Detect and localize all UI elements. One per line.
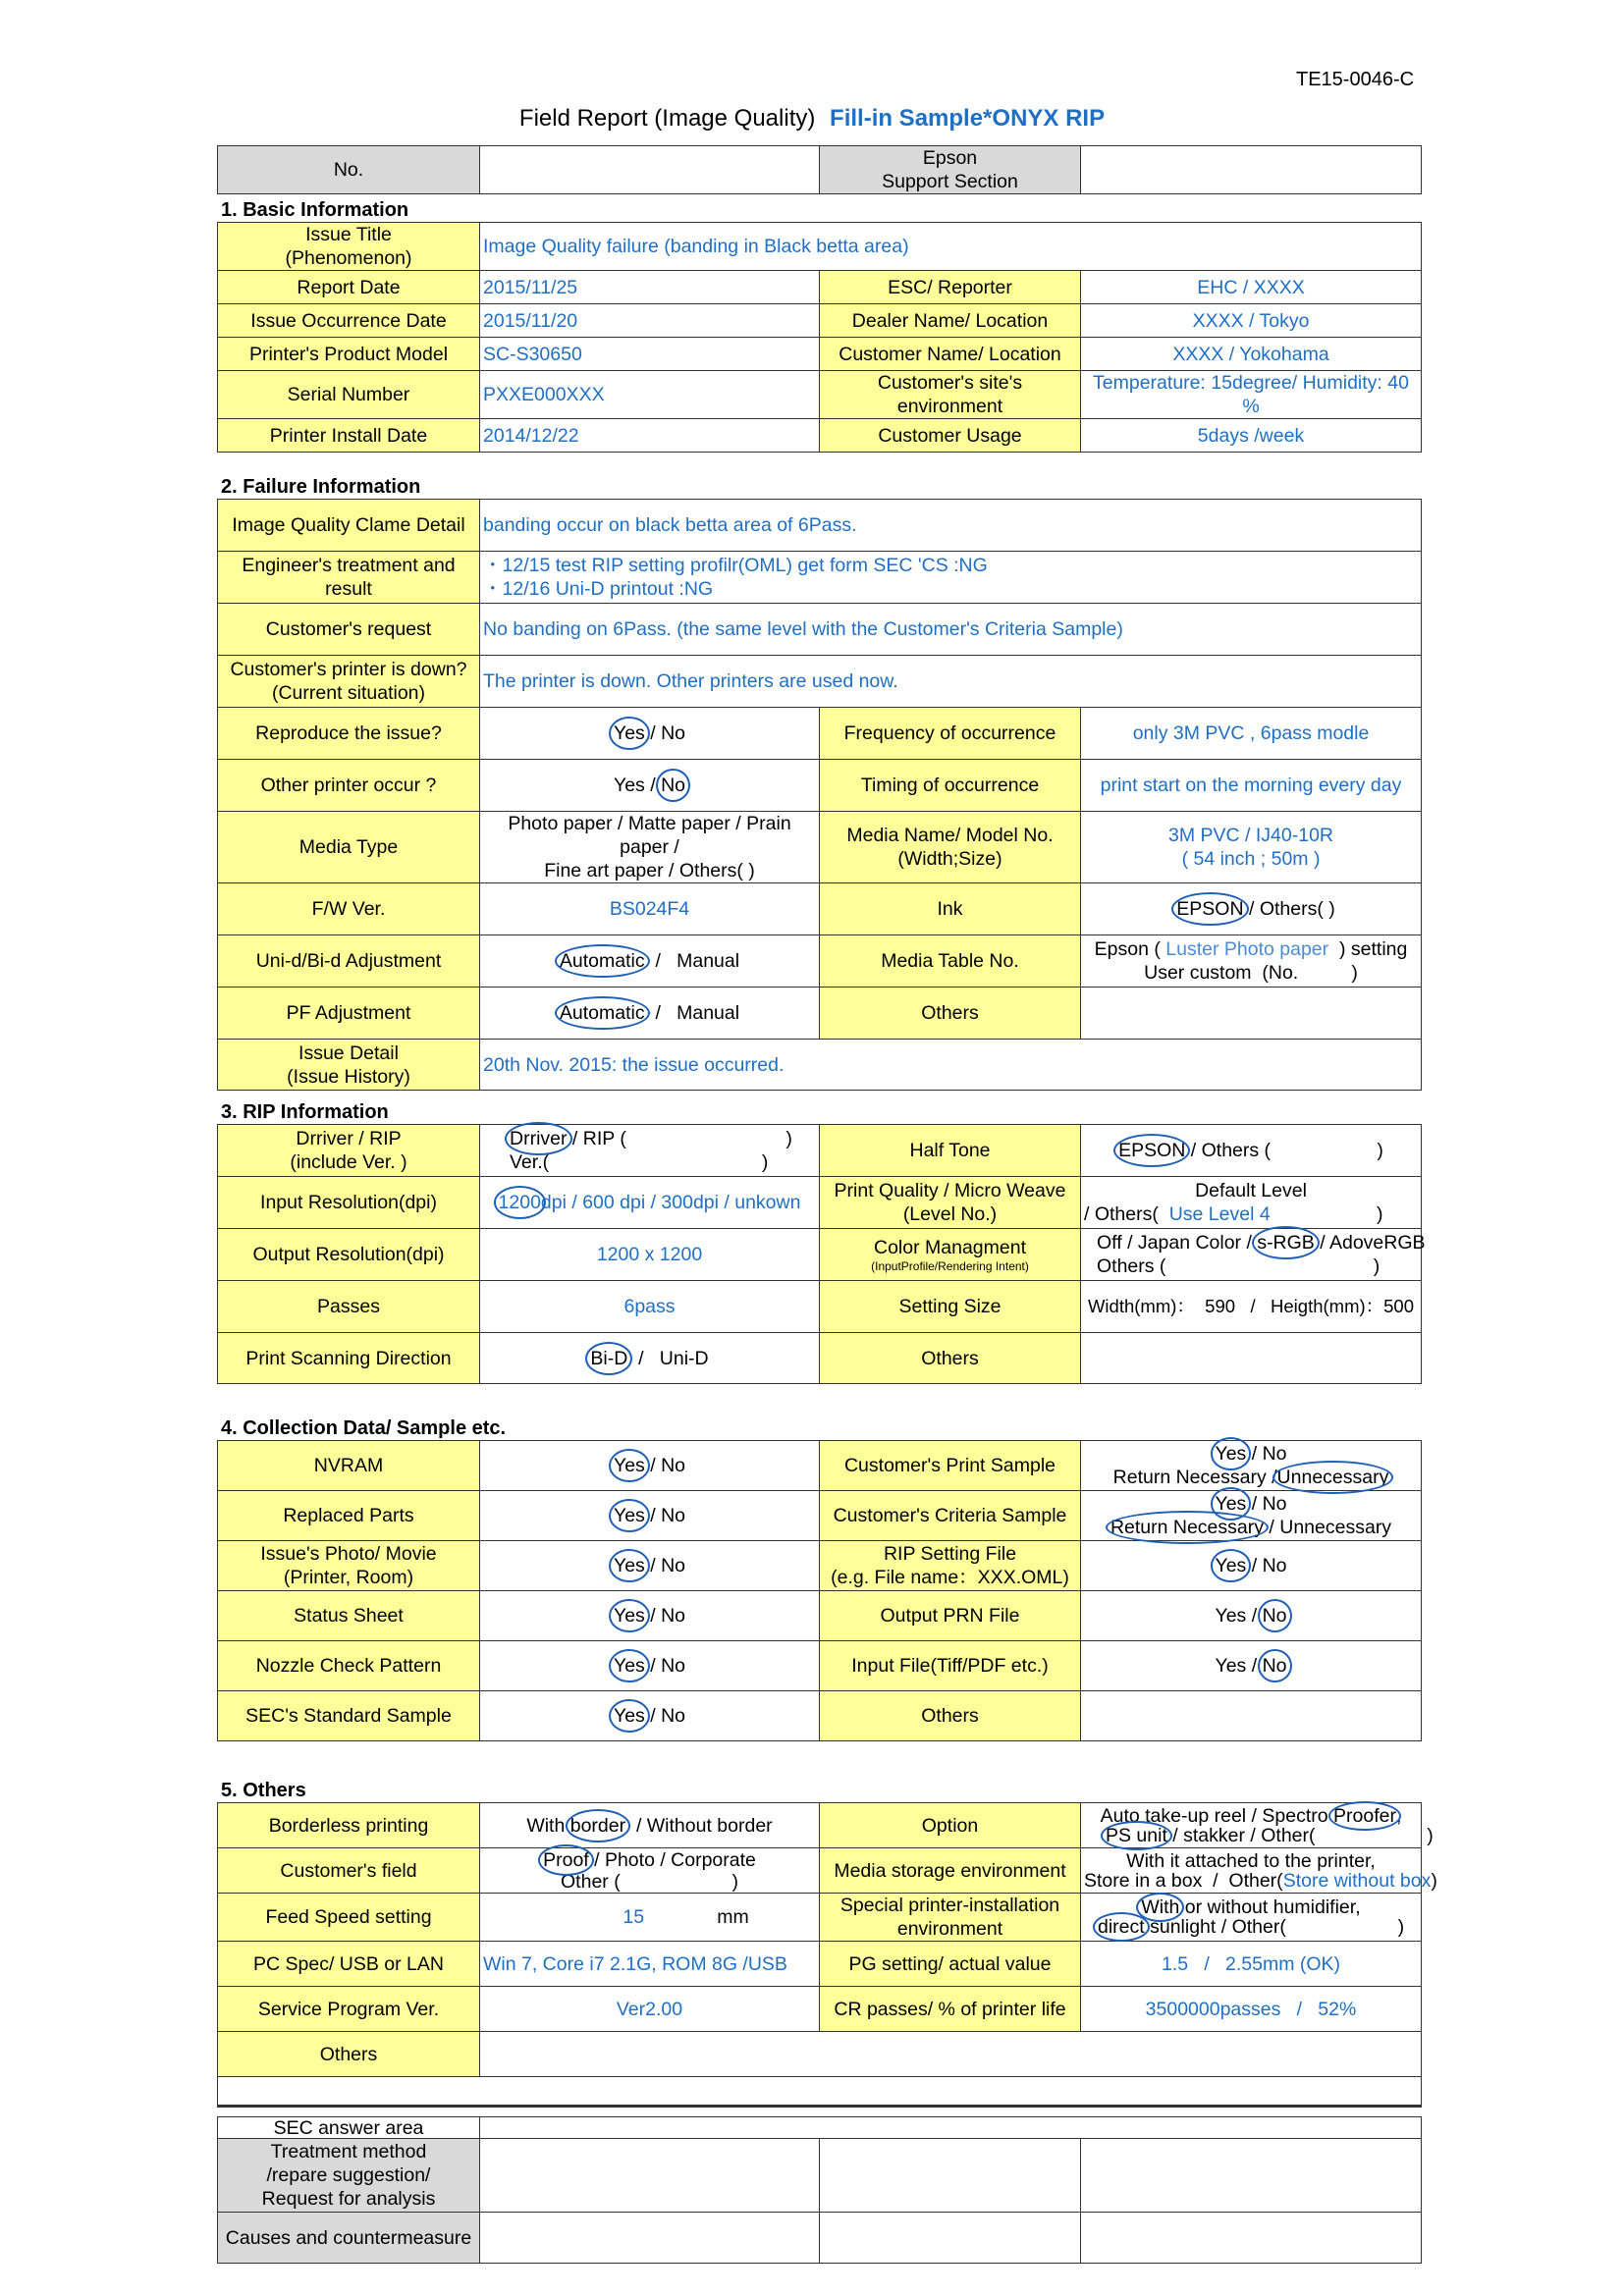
color-management-choice[interactable] — [1081, 1229, 1426, 1281]
serial-number-label: Serial Number — [218, 371, 480, 419]
input-file-yes-option[interactable]: Yes / — [1215, 1655, 1258, 1677]
header-table — [217, 145, 1422, 194]
title-sample: Fill-in Sample*ONYX RIP — [830, 105, 1106, 132]
no-field[interactable] — [480, 146, 820, 194]
page-title — [0, 105, 1624, 133]
halftone-label: Half Tone — [820, 1125, 1081, 1177]
option-line-2 — [1084, 1824, 1434, 1846]
collection-others-field[interactable] — [1081, 1691, 1422, 1741]
print-sample-label: Customer's Print Sample — [820, 1441, 1081, 1491]
feed-speed-label: Feed Speed setting — [218, 1894, 480, 1942]
print-quality-choice[interactable] — [1081, 1177, 1422, 1229]
section-rip-heading: 3. RIP Information — [221, 1101, 389, 1123]
fw-label: F/W Ver. — [218, 883, 480, 935]
other-printer-yes-option[interactable]: Yes / — [613, 774, 656, 796]
install-date-value[interactable]: 2014/12/22 — [480, 419, 820, 453]
pf-adjustment-choice[interactable] — [480, 988, 820, 1040]
setting-size-value[interactable]: Width(mm)： 590 / Heigth(mm)：500 — [1081, 1281, 1422, 1333]
installation-without-option[interactable]: or without humidifier, — [1179, 1896, 1361, 1918]
rip-setting-file-no-option[interactable]: / No — [1246, 1555, 1287, 1576]
criteria-sample-choice[interactable] — [1081, 1491, 1422, 1541]
install-date-label: Printer Install Date — [218, 419, 480, 453]
document-id: TE15-0046-C — [1296, 69, 1415, 90]
status-sheet-label: Status Sheet — [218, 1591, 480, 1641]
sec-answer-area-label: SEC answer area — [218, 2117, 480, 2139]
occurrence-date-value[interactable]: 2015/11/20 — [480, 304, 820, 338]
passes-value[interactable]: 6pass — [480, 1281, 820, 1333]
ink-others-option[interactable]: / Others( ) — [1243, 898, 1335, 920]
input-resolution-label: Input Resolution(dpi) — [218, 1177, 480, 1229]
cr-passes-label: CR passes/ % of printer life — [820, 1987, 1081, 2032]
replaced-parts-no-option[interactable]: / No — [644, 1505, 685, 1526]
criteria-sample-no-option[interactable]: / No — [1246, 1493, 1287, 1515]
customer-field-choice[interactable] — [480, 1848, 820, 1894]
engineer-treatment-label: Engineer's treatment and result — [218, 552, 480, 604]
customer-name-label: Customer Name/ Location — [820, 338, 1081, 371]
color-srgb-option[interactable]: s-RGB — [1257, 1232, 1315, 1254]
treatment-field-1[interactable] — [480, 2139, 820, 2213]
media-type-line-2[interactable]: Fine art paper / Others( ) — [544, 860, 755, 881]
media-type-options-1[interactable]: Photo paper / Matte paper / Prain paper / — [508, 813, 791, 858]
pc-spec-label: PC Spec/ USB or LAN — [218, 1942, 480, 1987]
installation-with-option[interactable]: With — [1141, 1896, 1180, 1918]
print-quality-label: Print Quality / Micro Weave (Level No.) — [820, 1177, 1081, 1229]
halftone-epson-option[interactable]: EPSON — [1118, 1140, 1186, 1161]
failure-others-label: Others — [820, 988, 1081, 1040]
title-main: Field Report (Image Quality) — [518, 105, 816, 132]
causes-label: Causes and countermeasure — [218, 2213, 480, 2264]
pf-manual-option[interactable]: / Manual — [644, 1002, 740, 1024]
reproduce-no-option[interactable]: / No — [644, 722, 685, 744]
media-name-line-1: 3M PVC / IJ40-10R — [1168, 825, 1333, 846]
storage-line-1[interactable]: With it attached to the printer, — [1126, 1849, 1376, 1872]
driver-rip-label: Drriver / RIP (include Ver. ) — [218, 1125, 480, 1177]
option-takeup-spectro[interactable]: Auto take-up reel / Spectro — [1100, 1804, 1333, 1827]
storage-other-value[interactable]: Store without box — [1282, 1869, 1432, 1892]
option-stakker-other[interactable]: / stakker / Other( ) — [1166, 1824, 1434, 1846]
pf-adjustment-label: PF Adjustment — [218, 988, 480, 1040]
nozzle-check-label: Nozzle Check Pattern — [218, 1641, 480, 1691]
borderless-choice[interactable] — [480, 1803, 820, 1848]
criteria-sample-label: Customer's Criteria Sample — [820, 1491, 1081, 1541]
epson-section-field[interactable] — [1081, 146, 1422, 194]
option-comma: , — [1395, 1804, 1402, 1827]
timing-label: Timing of occurrence — [820, 760, 1081, 812]
standard-sample-label: SEC's Standard Sample — [218, 1691, 480, 1741]
borderless-border-option[interactable]: border — [569, 1814, 626, 1837]
media-table-label: Media Table No. — [820, 935, 1081, 988]
customer-usage-value[interactable]: 5days /week — [1081, 419, 1422, 453]
installation-env-line-2 — [1084, 1917, 1418, 1937]
others-table — [217, 1802, 1437, 2108]
engineer-treatment-line-1: ・12/15 test RIP setting profilr(OML) get form SEC 'CS :NG — [483, 555, 988, 576]
printer-down-label: Customer's printer is down? (Current situation) — [218, 656, 480, 708]
installation-sunlight-other[interactable]: sunlight / Other( ) — [1144, 1916, 1405, 1938]
input-resolution-1200-option[interactable]: 1200 — [498, 1192, 541, 1213]
print-sample-no-option[interactable]: / No — [1246, 1443, 1287, 1465]
option-line-1 — [1084, 1806, 1418, 1826]
clame-detail-value[interactable]: banding occur on black betta area of 6Pass. — [480, 500, 1422, 552]
rip-option[interactable]: / RIP ( ) — [567, 1128, 792, 1149]
nvram-choice[interactable] — [480, 1441, 820, 1491]
prn-file-no-option[interactable]: No — [1262, 1605, 1287, 1627]
reporter-value[interactable]: EHC / XXXX — [1081, 271, 1422, 304]
scan-bid-option[interactable]: Bi-D — [590, 1347, 628, 1369]
storage-line-2 — [1084, 1869, 1437, 1892]
collection-table — [217, 1440, 1422, 1741]
halftone-others-option[interactable]: / Others ( ) — [1185, 1140, 1383, 1161]
borderless-without-option[interactable]: / Without border — [625, 1814, 773, 1837]
sec-answer-table — [217, 2116, 1422, 2264]
others-blank-row — [218, 2077, 1422, 2107]
unid-adjustment-choice[interactable] — [480, 935, 820, 988]
customer-name-value[interactable]: XXXX / Yokohama — [1081, 338, 1422, 371]
print-sample-unnecessary-option[interactable]: Unnecessary — [1276, 1467, 1389, 1488]
storage-close: ) — [1431, 1869, 1437, 1892]
borderless-with-option[interactable]: With — [526, 1814, 566, 1837]
customer-request-label: Customer's request — [218, 604, 480, 656]
ink-epson-option[interactable]: EPSON — [1176, 898, 1244, 920]
section-others-heading: 5. Others — [221, 1780, 306, 1801]
nvram-yes-option[interactable]: Yes — [614, 1455, 645, 1476]
replaced-parts-label: Replaced Parts — [218, 1491, 480, 1541]
frequency-label: Frequency of occurrence — [820, 708, 1081, 760]
input-file-label: Input File(Tiff/PDF etc.) — [820, 1641, 1081, 1691]
replaced-parts-yes-option[interactable]: Yes — [614, 1505, 645, 1526]
other-printer-label: Other printer occur ? — [218, 760, 480, 812]
others-others-label: Others — [218, 2032, 480, 2077]
print-sample-yes-option[interactable]: Yes — [1215, 1443, 1247, 1465]
customer-field-photo-corporate[interactable]: / Photo / Corporate — [588, 1848, 756, 1871]
status-sheet-choice[interactable] — [480, 1591, 820, 1641]
media-table-value[interactable] — [1081, 935, 1422, 988]
service-program-label: Service Program Ver. — [218, 1987, 480, 2032]
clame-detail-label: Image Quality Clame Detail — [218, 500, 480, 552]
print-quality-others-prefix: / Others( — [1084, 1203, 1169, 1225]
print-quality-default[interactable]: Default Level — [1195, 1180, 1307, 1201]
product-model-value[interactable]: SC-S30650 — [480, 338, 820, 371]
site-environment-value[interactable]: Temperature: 15degree/ Humidity: 40 % — [1081, 371, 1422, 419]
photo-movie-choice[interactable] — [480, 1541, 820, 1591]
feed-speed-unit: mm — [717, 1906, 749, 1928]
product-model-label: Printer's Product Model — [218, 338, 480, 371]
borderless-label: Borderless printing — [218, 1803, 480, 1848]
treatment-field-2[interactable] — [820, 2139, 1081, 2213]
rip-others-field[interactable] — [1081, 1333, 1422, 1384]
option-label: Option — [820, 1803, 1081, 1848]
nvram-label: NVRAM — [218, 1441, 480, 1491]
other-printer-no-option[interactable]: No — [661, 774, 685, 796]
media-name-value[interactable] — [1081, 812, 1422, 883]
engineer-treatment-line-2: ・12/16 Uni-D printout :NG — [483, 578, 714, 600]
input-file-choice[interactable] — [1081, 1641, 1422, 1691]
input-file-no-option[interactable]: No — [1262, 1655, 1287, 1677]
media-table-line-1 — [1084, 937, 1418, 961]
scan-direction-choice[interactable] — [480, 1333, 820, 1384]
print-sample-yesno — [1084, 1442, 1418, 1466]
scan-unid-option[interactable]: / Uni-D — [627, 1347, 709, 1369]
other-printer-choice[interactable] — [480, 760, 820, 812]
failure-table — [217, 499, 1422, 1091]
pc-spec-value[interactable]: Win 7, Core i7 2.1G, ROM 8G /USB — [480, 1942, 820, 1987]
section-collection-heading: 4. Collection Data/ Sample etc. — [221, 1417, 507, 1439]
output-resolution-label: Output Resolution(dpi) — [218, 1229, 480, 1281]
criteria-sample-unnecessary-option[interactable]: / Unnecessary — [1269, 1517, 1392, 1538]
report-date-value[interactable]: 2015/11/25 — [480, 271, 820, 304]
causes-field-2[interactable] — [820, 2213, 1081, 2264]
media-table-setting: ) setting — [1328, 938, 1408, 960]
issue-detail-value[interactable]: 20th Nov. 2015: the issue occurred. — [480, 1040, 1422, 1091]
rip-setting-file-label: RIP Setting File (e.g. File name：XXX.OML) — [820, 1541, 1081, 1591]
standard-sample-choice[interactable] — [480, 1691, 820, 1741]
reproduce-label: Reproduce the issue? — [218, 708, 480, 760]
color-off-japan-option[interactable]: Off / Japan Color / — [1097, 1232, 1258, 1254]
section-failure-heading: 2. Failure Information — [221, 476, 421, 498]
customer-field-line-1 — [483, 1849, 816, 1871]
installation-env-label: Special printer-installation environment — [820, 1894, 1081, 1942]
installation-direct-option[interactable]: direct — [1098, 1916, 1145, 1938]
photo-movie-no-option[interactable]: / No — [644, 1555, 685, 1576]
storage-label: Media storage environment — [820, 1848, 1081, 1894]
option-choice[interactable] — [1081, 1803, 1434, 1848]
criteria-sample-return — [1084, 1516, 1418, 1539]
replaced-parts-choice[interactable] — [480, 1491, 820, 1541]
customer-request-value[interactable]: No banding on 6Pass. (the same level with the Customer's Criteria Sample) — [480, 604, 1422, 656]
media-type-label: Media Type — [218, 812, 480, 883]
causes-field-3[interactable] — [1081, 2213, 1422, 2264]
basic-table — [217, 222, 1422, 453]
prn-file-choice[interactable] — [1081, 1591, 1422, 1641]
input-resolution-other-options[interactable]: dpi / 600 dpi / 300dpi / unkown — [540, 1192, 801, 1213]
timing-value[interactable]: print start on the morning every day — [1081, 760, 1422, 812]
media-name-label: Media Name/ Model No. (Width;Size) — [820, 812, 1081, 883]
status-sheet-yes-option[interactable]: Yes — [614, 1605, 645, 1627]
passes-label: Passes — [218, 1281, 480, 1333]
rip-others-label: Others — [820, 1333, 1081, 1384]
color-management-subtitle: (InputProfile/Rendering Intent) — [871, 1259, 1029, 1273]
feed-speed-value[interactable] — [480, 1894, 820, 1942]
storage-choice[interactable] — [1081, 1848, 1437, 1894]
media-type-choice[interactable] — [480, 812, 820, 883]
unid-automatic-option[interactable]: Automatic — [559, 950, 645, 972]
rip-table — [217, 1124, 1426, 1384]
nvram-no-option[interactable]: / No — [644, 1455, 685, 1476]
unid-adjustment-label: Uni-d/Bi-d Adjustment — [218, 935, 480, 988]
issue-title-label: Issue Title (Phenomenon) — [218, 223, 480, 271]
customer-usage-label: Customer Usage — [820, 419, 1081, 453]
section-basic-heading: 1. Basic Information — [221, 199, 409, 221]
media-name-line-2: ( 54 inch ; 50m ) — [1181, 848, 1321, 870]
others-others-field[interactable] — [480, 2032, 1422, 2077]
pg-setting-label: PG setting/ actual value — [820, 1942, 1081, 1987]
halftone-choice[interactable] — [1081, 1125, 1422, 1177]
scan-direction-label: Print Scanning Direction — [218, 1333, 480, 1384]
print-sample-necessary-option[interactable]: Return Necessary / — [1112, 1467, 1277, 1488]
pg-setting-value[interactable]: 1.5 / 2.55mm (OK) — [1081, 1942, 1422, 1987]
media-table-epson: Epson ( — [1094, 938, 1166, 960]
color-management-others[interactable]: Others ( ) — [1097, 1255, 1380, 1277]
causes-field-1[interactable] — [480, 2213, 820, 2264]
pf-automatic-option[interactable]: Automatic — [559, 1002, 645, 1024]
treatment-field-3[interactable] — [1081, 2139, 1422, 2213]
print-quality-others-suffix: ) — [1270, 1203, 1383, 1225]
reporter-label: ESC/ Reporter — [820, 271, 1081, 304]
epson-section-label: Epson Support Section — [820, 146, 1081, 194]
cr-passes-value[interactable]: 3500000passes / 52% — [1081, 1987, 1422, 2032]
prn-file-label: Output PRN File — [820, 1591, 1081, 1641]
service-program-value[interactable]: Ver2.00 — [480, 1987, 820, 2032]
criteria-sample-yesno — [1084, 1492, 1418, 1516]
prn-file-yes-option[interactable]: Yes / — [1215, 1605, 1258, 1627]
installation-env-line-1 — [1084, 1897, 1418, 1917]
serial-number-value[interactable]: PXXE000XXX — [480, 371, 820, 419]
occurrence-date-label: Issue Occurrence Date — [218, 304, 480, 338]
nozzle-check-no-option[interactable]: / No — [644, 1655, 685, 1677]
customer-field-label: Customer's field — [218, 1848, 480, 1894]
unid-manual-option[interactable]: / Manual — [644, 950, 740, 972]
print-quality-level: Use Level 4 — [1168, 1203, 1271, 1225]
driver-option[interactable]: Drriver — [510, 1128, 568, 1149]
storage-box-option[interactable]: Store in a box / Other( — [1084, 1869, 1283, 1892]
photo-movie-yes-option[interactable]: Yes — [614, 1555, 645, 1576]
failure-others-field[interactable] — [1081, 988, 1422, 1040]
customer-field-proof-option[interactable]: Proof — [543, 1848, 589, 1871]
printer-down-value[interactable]: The printer is down. Other printers are used now. — [480, 656, 1422, 708]
report-date-label: Report Date — [218, 271, 480, 304]
color-management-line-1 — [1097, 1231, 1426, 1255]
criteria-sample-yes-option[interactable]: Yes — [1215, 1493, 1247, 1515]
criteria-sample-necessary-option[interactable]: Return Necessary — [1110, 1517, 1264, 1538]
print-quality-others[interactable] — [1084, 1202, 1418, 1226]
media-table-line-2: User custom (No. ) — [1144, 962, 1358, 984]
print-sample-choice[interactable] — [1081, 1441, 1422, 1491]
input-resolution-choice[interactable] — [480, 1177, 820, 1229]
installation-env-choice[interactable] — [1081, 1894, 1422, 1942]
print-sample-return — [1084, 1466, 1418, 1489]
color-management-label — [820, 1229, 1081, 1281]
no-label: No. — [218, 146, 480, 194]
ink-label: Ink — [820, 883, 1081, 935]
customer-field-other[interactable]: Other ( ) — [561, 1870, 738, 1893]
reproduce-yes-option[interactable]: Yes — [614, 722, 645, 744]
color-adobergb-option[interactable]: / AdoveRGB — [1314, 1232, 1426, 1254]
media-table-selected: Luster Photo paper — [1165, 938, 1329, 960]
feed-speed-number: 15 — [623, 1906, 645, 1928]
output-resolution-value[interactable]: 1200 x 1200 — [480, 1229, 820, 1281]
standard-sample-no-option[interactable]: / No — [644, 1705, 685, 1727]
driver-rip-choice[interactable] — [480, 1125, 820, 1177]
photo-movie-label: Issue's Photo/ Movie (Printer, Room) — [218, 1541, 480, 1591]
media-type-line-1 — [483, 812, 816, 859]
frequency-value[interactable]: only 3M PVC , 6pass modle — [1081, 708, 1422, 760]
rip-setting-file-choice[interactable] — [1081, 1541, 1422, 1591]
ink-choice[interactable] — [1081, 883, 1422, 935]
setting-size-label: Setting Size — [820, 1281, 1081, 1333]
driver-version-line[interactable]: Ver.( ) — [510, 1151, 769, 1173]
issue-title-value[interactable]: Image Quality failure (banding in Black betta area) — [480, 223, 1422, 271]
site-environment-label: Customer's site's environment — [820, 371, 1081, 419]
nozzle-check-yes-option[interactable]: Yes — [614, 1655, 645, 1677]
nozzle-check-choice[interactable] — [480, 1641, 820, 1691]
issue-detail-label: Issue Detail (Issue History) — [218, 1040, 480, 1091]
dealer-value[interactable]: XXXX / Tokyo — [1081, 304, 1422, 338]
standard-sample-yes-option[interactable]: Yes — [614, 1705, 645, 1727]
fw-value[interactable]: BS024F4 — [480, 883, 820, 935]
engineer-treatment-value[interactable] — [480, 552, 1422, 604]
status-sheet-no-option[interactable]: / No — [644, 1605, 685, 1627]
collection-others-label: Others — [820, 1691, 1081, 1741]
reproduce-choice[interactable] — [480, 708, 820, 760]
sec-answer-area-blank — [480, 2117, 1422, 2139]
color-management-title: Color Managment — [874, 1237, 1026, 1258]
option-proofer[interactable]: Proofer — [1333, 1804, 1396, 1827]
rip-setting-file-yes-option[interactable]: Yes — [1215, 1555, 1247, 1576]
driver-rip-line-1 — [510, 1127, 816, 1150]
dealer-label: Dealer Name/ Location — [820, 304, 1081, 338]
treatment-method-label: Treatment method /repare suggestion/ Request for analysis — [218, 2139, 480, 2213]
option-ps-unit[interactable]: PS unit — [1106, 1824, 1167, 1846]
